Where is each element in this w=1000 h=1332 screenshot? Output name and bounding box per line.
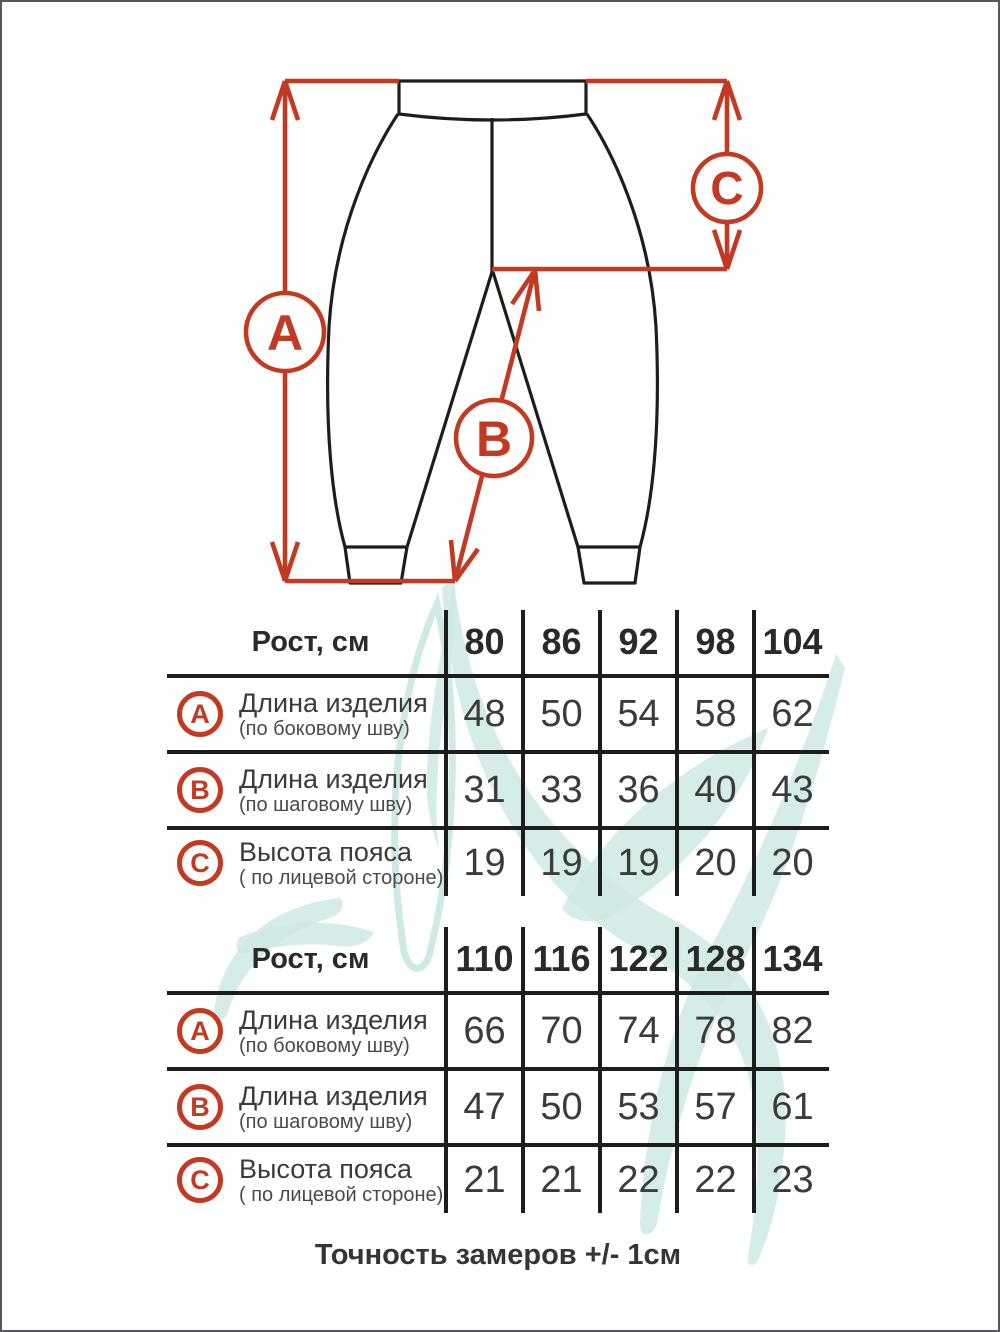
measure-value: 19 xyxy=(521,830,598,896)
measure-title: Длина изделия xyxy=(239,1080,428,1111)
measure-value: 62 xyxy=(752,678,829,750)
size-column-header: 86 xyxy=(521,610,598,674)
measure-label xyxy=(167,830,444,896)
table-row xyxy=(167,754,829,830)
measure-value: 78 xyxy=(675,995,752,1067)
waistband xyxy=(399,81,586,120)
measure-label-text xyxy=(239,1005,428,1058)
measure-value: 57 xyxy=(675,1071,752,1143)
measure-title: Высота пояса xyxy=(239,1153,412,1184)
table-row xyxy=(167,995,829,1071)
measure-label xyxy=(167,754,444,826)
measure-value: 70 xyxy=(521,995,598,1067)
table-header-row xyxy=(167,610,829,678)
letter-badge-b: B xyxy=(177,767,223,813)
measure-value: 31 xyxy=(444,754,521,826)
measure-lines xyxy=(272,81,740,581)
measure-label-text xyxy=(239,1154,443,1207)
measure-value: 53 xyxy=(598,1071,675,1143)
left-leg xyxy=(328,114,492,547)
measure-label xyxy=(167,678,444,750)
size-column-header: 122 xyxy=(598,927,675,991)
measure-value: 43 xyxy=(752,754,829,826)
measure-value: 21 xyxy=(521,1147,598,1213)
size-column-header: 104 xyxy=(752,610,829,674)
height-header-label: Рост, см xyxy=(251,625,370,658)
marker-a xyxy=(246,293,324,371)
measure-value: 36 xyxy=(598,754,675,826)
measure-title: Высота пояса xyxy=(239,836,412,867)
marker-letter-b: B xyxy=(475,411,513,467)
letter-badge-a: A xyxy=(177,691,223,737)
right-cuff xyxy=(578,547,640,583)
size-column-header: 80 xyxy=(444,610,521,674)
measure-value: 33 xyxy=(521,754,598,826)
size-column-header: 116 xyxy=(521,927,598,991)
measure-value: 22 xyxy=(675,1147,752,1213)
measure-title: Длина изделия xyxy=(239,687,428,718)
measure-value: 47 xyxy=(444,1071,521,1143)
table-row xyxy=(167,1071,829,1147)
marker-c xyxy=(693,154,761,222)
measure-value: 66 xyxy=(444,995,521,1067)
size-column-header: 92 xyxy=(598,610,675,674)
letter-badge-c: C xyxy=(177,1157,223,1203)
measure-value: 23 xyxy=(752,1147,829,1213)
measure-value: 48 xyxy=(444,678,521,750)
marker-letter-a: A xyxy=(266,305,304,361)
table-header-row xyxy=(167,927,829,995)
measure-subtitle: (по боковому шву) xyxy=(239,717,410,740)
pants-outline xyxy=(328,81,658,583)
measure-subtitle: ( по лицевой стороне) xyxy=(239,866,444,889)
table-row xyxy=(167,830,829,896)
measure-value: 19 xyxy=(598,830,675,896)
measure-value: 61 xyxy=(752,1071,829,1143)
letter-badge-c: C xyxy=(177,840,223,886)
measure-label xyxy=(167,995,444,1067)
measure-value: 74 xyxy=(598,995,675,1067)
size-table-2 xyxy=(167,927,829,1213)
size-column-header: 134 xyxy=(752,927,829,991)
measure-value: 50 xyxy=(521,1071,598,1143)
measure-value: 22 xyxy=(598,1147,675,1213)
height-header-label: Рост, см xyxy=(251,942,370,975)
table-row xyxy=(167,1147,829,1213)
measure-value: 20 xyxy=(675,830,752,896)
marker-letter-c: C xyxy=(710,162,744,214)
measure-label-text xyxy=(239,764,428,817)
size-table-1 xyxy=(167,610,829,896)
measure-label xyxy=(167,1147,444,1213)
letter-badge-a: A xyxy=(177,1008,223,1054)
measure-value: 19 xyxy=(444,830,521,896)
measure-value: 20 xyxy=(752,830,829,896)
left-cuff xyxy=(345,547,407,583)
measure-label-text xyxy=(239,837,443,890)
measure-value: 54 xyxy=(598,678,675,750)
measure-value: 58 xyxy=(675,678,752,750)
measure-value: 82 xyxy=(752,995,829,1067)
size-column-header: 98 xyxy=(675,610,752,674)
measure-value: 50 xyxy=(521,678,598,750)
size-column-header: 110 xyxy=(444,927,521,991)
measure-value: 40 xyxy=(675,754,752,826)
table-row xyxy=(167,678,829,754)
letter-badge-b: B xyxy=(177,1084,223,1130)
measure-label-text xyxy=(239,1081,428,1134)
measure-title: Длина изделия xyxy=(239,763,428,794)
marker-b xyxy=(456,400,532,476)
measure-label xyxy=(167,1071,444,1143)
size-column-header: 128 xyxy=(675,927,752,991)
measure-title: Длина изделия xyxy=(239,1004,428,1035)
measure-label-text xyxy=(239,688,428,741)
measure-subtitle: (по шаговому шву) xyxy=(239,793,413,816)
accuracy-note: Точность замеров +/- 1см xyxy=(314,1238,682,1271)
measure-subtitle: ( по лицевой стороне) xyxy=(239,1183,444,1206)
measure-subtitle: (по боковому шву) xyxy=(239,1034,410,1057)
measure-value: 21 xyxy=(444,1147,521,1213)
measure-subtitle: (по шаговому шву) xyxy=(239,1110,413,1133)
pants-measurement-diagram xyxy=(2,2,1000,622)
